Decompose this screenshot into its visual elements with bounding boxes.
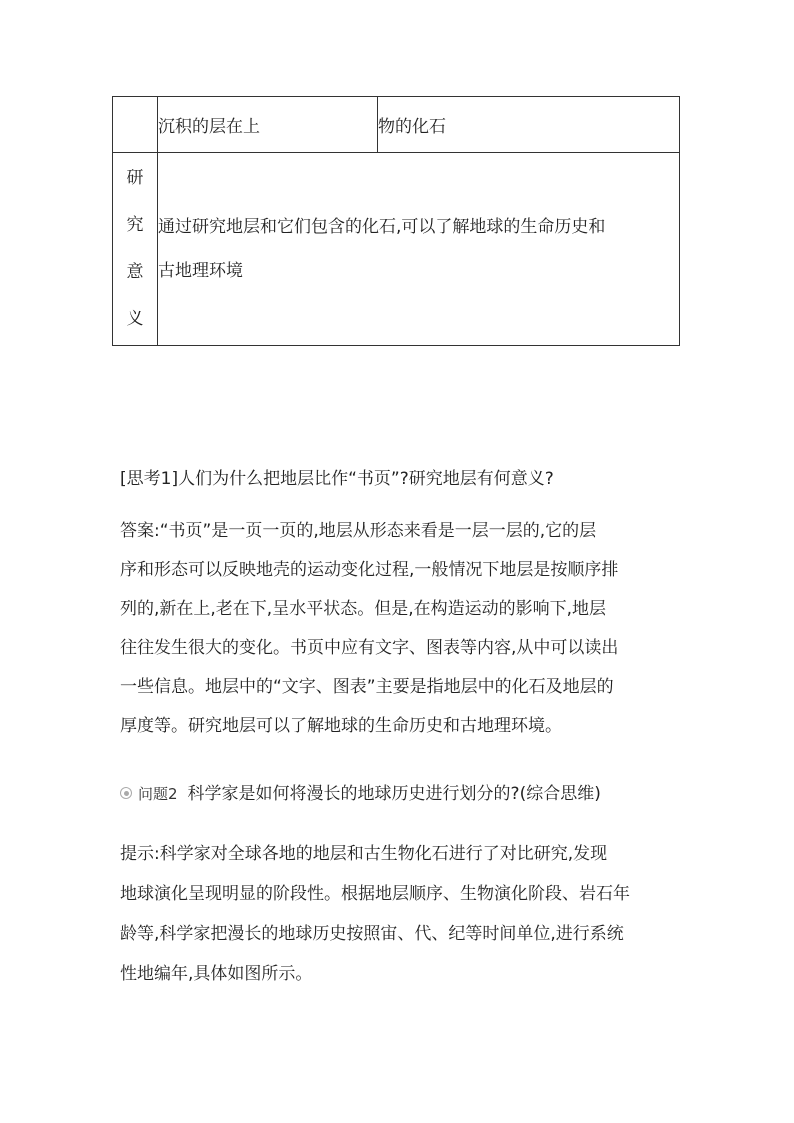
hint-line: 地球演化呈现明显的阶段性。根据地层顺序、生物演化阶段、岩石年 [120,884,630,904]
hint-line: 性地编年,具体如图所示。 [120,964,313,984]
answer-line: 往往发生很大的变化。书页中应有文字、图表等内容,从中可以读出 [120,638,619,658]
hint-line: 提示:科学家对全球各地的地层和古生物化石进行了对比研究,发现 [120,844,608,864]
answer-line: 序和形态可以反映地壳的运动变化过程,一般情况下地层是按顺序排 [120,560,619,580]
hint2-paragraph [120,834,680,994]
question2-text: 科学家是如何将漫长的地球历史进行划分的?(综合思维) [187,784,601,804]
table-row [113,97,680,153]
label-char: 意 [126,262,144,282]
content-line: 古地理环境 [158,261,243,281]
question2-heading [120,781,680,807]
think1-question: [思考1]人们为什么把地层比作“书页”?研究地层有何意义? [120,469,554,489]
content-line: 通过研究地层和它们包含的化石,可以了解地球的生命历史和 [158,217,606,237]
answer-line: 厚度等。研究地层可以了解地球的生命历史和古地理环境。 [120,716,562,736]
row1-col3-cell: 物的化石 [378,97,680,153]
label-char: 究 [126,215,144,235]
question2-label: 问题2 [138,785,178,803]
row1-col2-cell: 沉积的层在上 [158,97,378,153]
hint-line: 龄等,科学家把漫长的地球历史按照宙、代、纪等时间单位,进行系统 [120,924,624,944]
label-char: 义 [126,309,144,329]
answer-line: 答案:“书页”是一页一页的,地层从形态来看是一层一层的,它的层 [120,521,597,541]
table-row [113,153,680,346]
research-significance-content [158,153,680,346]
row1-label-cell [113,97,158,153]
bullet-circle-icon [120,787,132,799]
research-significance-label [113,153,158,346]
answer1-paragraph [120,512,680,746]
answer-line: 列的,新在上,老在下,呈水平状态。但是,在构造运动的影响下,地层 [120,599,607,619]
answer-line: 一些信息。地层中的“文字、图表”主要是指地层中的化石及地层的 [120,677,614,697]
strata-table [112,96,680,346]
label-char: 研 [126,168,144,188]
